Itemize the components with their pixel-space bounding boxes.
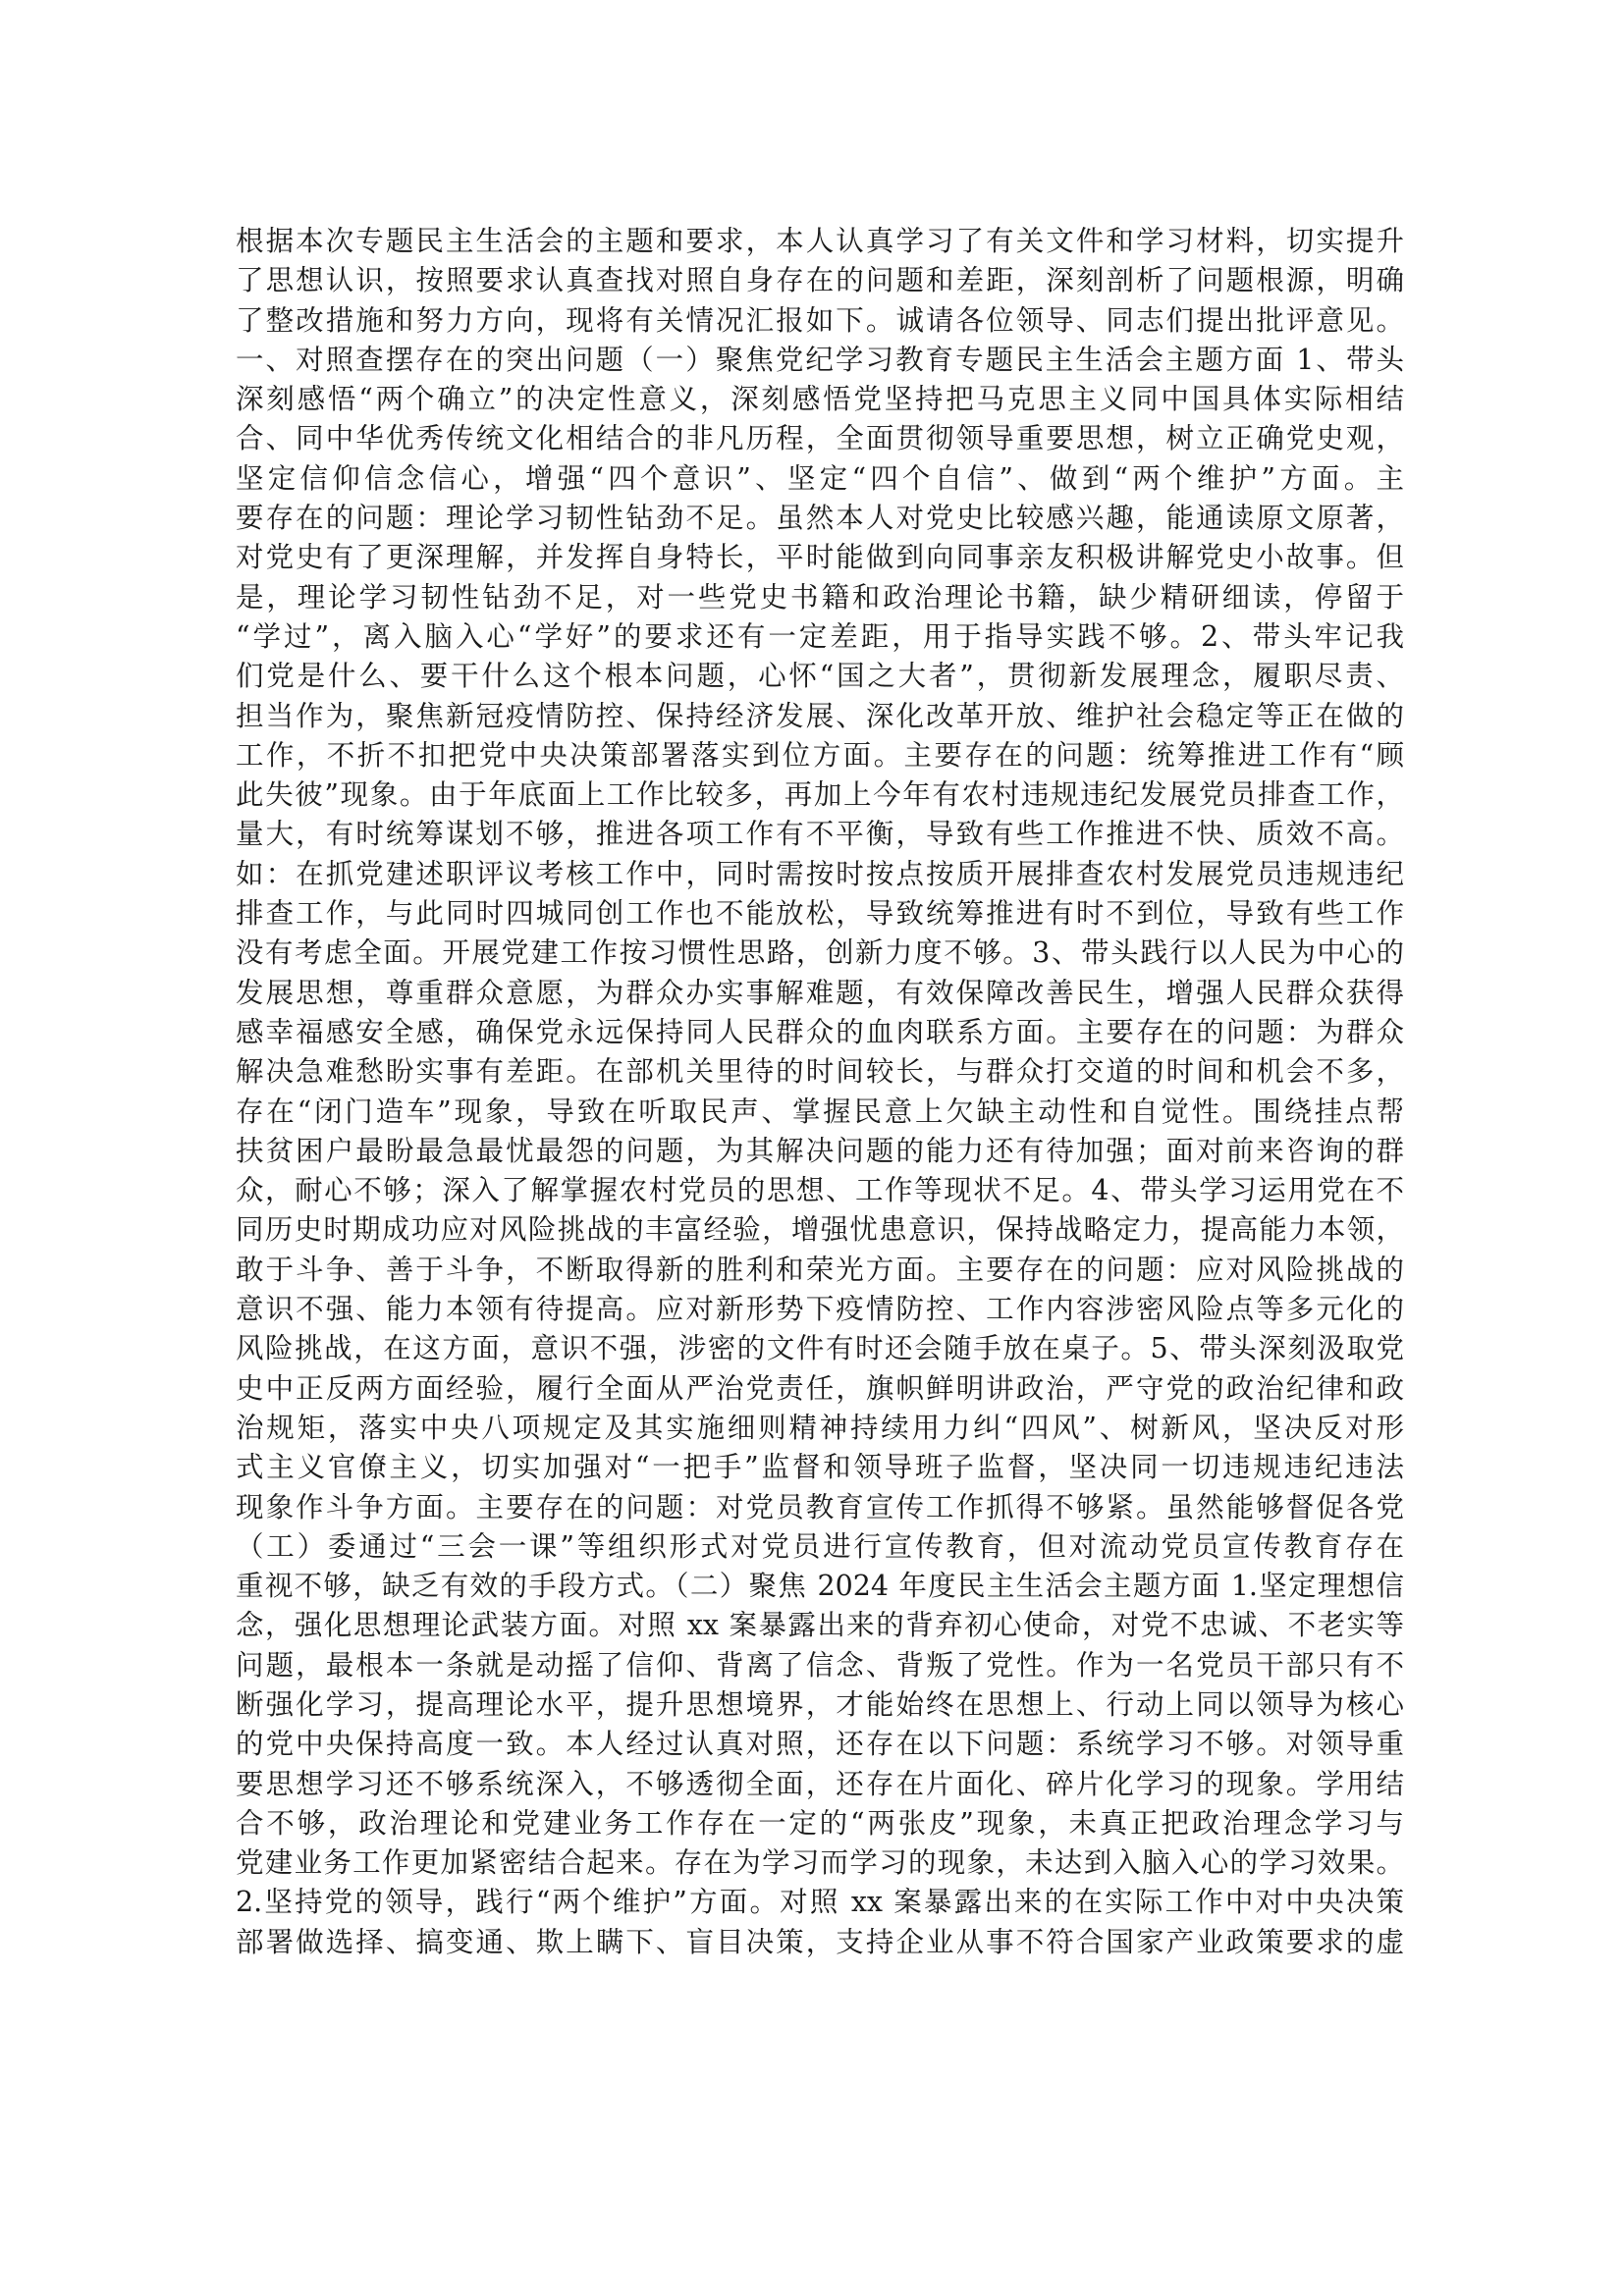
text-line: 现象作斗争方面。主要存在的问题：对党员教育宣传工作抓得不够紧。虽然能够督促各党 (236, 1490, 1404, 1523)
text-line: “学过”，离入脑入心“学好”的要求还有一定差距，用于指导实践不够。2、带头牢记我 (236, 619, 1404, 653)
text-line: 重视不够，缺乏有效的手段方式。（二）聚焦 2024 年度民主生活会主题方面 1.坚定理想信 (236, 1570, 1404, 1603)
text-line: 担当作为，聚焦新冠疫情防控、保持经济发展、深化改革开放、维护社会稳定等正在做的 (236, 699, 1404, 732)
text-line: 是，理论学习韧性钻劲不足，对一些党史书籍和政治理论书籍，缺少精研细读，停留于 (236, 580, 1404, 614)
text-line: 要存在的问题：理论学习韧性钻劲不足。虽然本人对党史比较感兴趣，能通读原文原著， (236, 502, 1404, 535)
text-line: 存在“闭门造车”现象，导致在听取民声、掌握民意上欠缺主动性和自觉性。围绕挂点帮 (236, 1095, 1404, 1128)
text-line: 对党史有了更深理解，并发挥自身特长，平时能做到向同事亲友积极讲解党史小故事。但 (236, 541, 1404, 574)
text-line: 部署做选择、搞变通、欺上瞒下、盲目决策，支持企业从事不符合国家产业政策要求的虚 (236, 1925, 1404, 1958)
body-text (236, 222, 1404, 1962)
text-line: 此失彼”现象。由于年底面上工作比较多，再加上今年有农村违规违纪发展党员排查工作， (236, 778, 1404, 812)
text-line: 的党中央保持高度一致。本人经过认真对照，还存在以下问题：系统学习不够。对领导重 (236, 1728, 1404, 1761)
text-line: 式主义官僚主义，切实加强对“一把手”监督和领导班子监督，坚决同一切违规违纪违法 (236, 1451, 1404, 1484)
text-line: 众，耐心不够；深入了解掌握农村党员的思想、工作等现状不足。4、带头学习运用党在不 (236, 1174, 1404, 1207)
text-line: 念，强化思想理论武装方面。对照 xx 案暴露出来的背弃初心使命，对党不忠诚、不老实等 (236, 1609, 1404, 1642)
text-line: 断强化学习，提高理论水平，提升思想境界，才能始终在思想上、行动上同以领导为核心 (236, 1687, 1404, 1721)
text-line: 敢于斗争、善于斗争，不断取得新的胜利和荣光方面。主要存在的问题：应对风险挑战的 (236, 1253, 1404, 1286)
text-line: 合不够，政治理论和党建业务工作存在一定的“两张皮”现象，未真正把政治理念学习与 (236, 1806, 1404, 1840)
text-line: 史中正反两方面经验，履行全面从严治党责任，旗帜鲜明讲政治，严守党的政治纪律和政 (236, 1371, 1404, 1405)
text-line: 同历史时期成功应对风险挑战的丰富经验，增强忧患意识，保持战略定力，提高能力本领， (236, 1213, 1404, 1247)
text-line: 意识不强、能力本领有待提高。应对新形势下疫情防控、工作内容涉密风险点等多元化的 (236, 1293, 1404, 1326)
text-line: 量大，有时统筹谋划不够，推进各项工作有不平衡，导致有些工作推进不快、质效不高。 (236, 818, 1404, 851)
text-line: 了思想认识，按照要求认真查找对照自身存在的问题和差距，深刻剖析了问题根源，明确 (236, 264, 1404, 297)
text-line: 风险挑战，在这方面，意识不强，涉密的文件有时还会随手放在桌子。5、带头深刻汲取党 (236, 1332, 1404, 1365)
text-line: 治规矩，落实中央八项规定及其实施细则精神持续用力纠“四风”、树新风，坚决反对形 (236, 1411, 1404, 1444)
text-line: 深刻感悟“两个确立”的决定性意义，深刻感悟党坚持把马克思主义同中国具体实际相结 (236, 383, 1404, 416)
text-line: （工）委通过“三会一课”等组织形式对党员进行宣传教育，但对流动党员宣传教育存在 (236, 1529, 1404, 1563)
text-line: 合、同中华优秀传统文化相结合的非凡历程，全面贯彻领导重要思想，树立正确党史观， (236, 422, 1404, 455)
text-line: 2.坚持党的领导，践行“两个维护”方面。对照 xx 案暴露出来的在实际工作中对中央决策 (236, 1886, 1404, 1919)
text-line: 根据本次专题民主生活会的主题和要求，本人认真学习了有关文件和学习材料，切实提升 (236, 225, 1404, 257)
text-line: 问题，最根本一条就是动摇了信仰、背离了信念、背叛了党性。作为一名党员干部只有不 (236, 1648, 1404, 1682)
text-line: 感幸福感安全感，确保党永远保持同人民群众的血肉联系方面。主要存在的问题：为群众 (236, 1015, 1404, 1048)
text-line: 坚定信仰信念信心，增强“四个意识”、坚定“四个自信”、做到“两个维护”方面。主 (236, 461, 1404, 495)
text-line: 没有考虑全面。开展党建工作按习惯性思路，创新力度不够。3、带头践行以人民为中心的 (236, 936, 1404, 970)
text-line: 一、对照查摆存在的突出问题（一）聚焦党纪学习教育专题民主生活会主题方面 1、带头 (236, 343, 1404, 376)
text-line: 排查工作，与此同时四城同创工作也不能放松，导致统筹推进有时不到位，导致有些工作 (236, 897, 1404, 931)
text-line: 扶贫困户最盼最急最忧最怨的问题，为其解决问题的能力还有待加强；面对前来咨询的群 (236, 1134, 1404, 1167)
text-line: 发展思想，尊重群众意愿，为群众办实事解难题，有效保障改善民生，增强人民群众获得 (236, 976, 1404, 1009)
text-line: 工作，不折不扣把党中央决策部署落实到位方面。主要存在的问题：统筹推进工作有“顾 (236, 738, 1404, 772)
text-line: 们党是什么、要干什么这个根本问题，心怀“国之大者”，贯彻新发展理念，履职尽责、 (236, 660, 1404, 693)
text-line: 如：在抓党建述职评议考核工作中，同时需按时按点按质开展排查农村发展党员违规违纪 (236, 857, 1404, 890)
text-line: 党建业务工作更加紧密结合起来。存在为学习而学习的现象，未达到入脑入心的学习效果。 (236, 1846, 1404, 1880)
text-line: 了整改措施和努力方向，现将有关情况汇报如下。诚请各位领导、同志们提出批评意见。 (236, 303, 1404, 337)
text-line: 解决急难愁盼实事有差距。在部机关里待的时间较长，与群众打交道的时间和机会不多， (236, 1055, 1404, 1089)
text-line: 要思想学习还不够系统深入，不够透彻全面，还存在片面化、碎片化学习的现象。学用结 (236, 1767, 1404, 1800)
